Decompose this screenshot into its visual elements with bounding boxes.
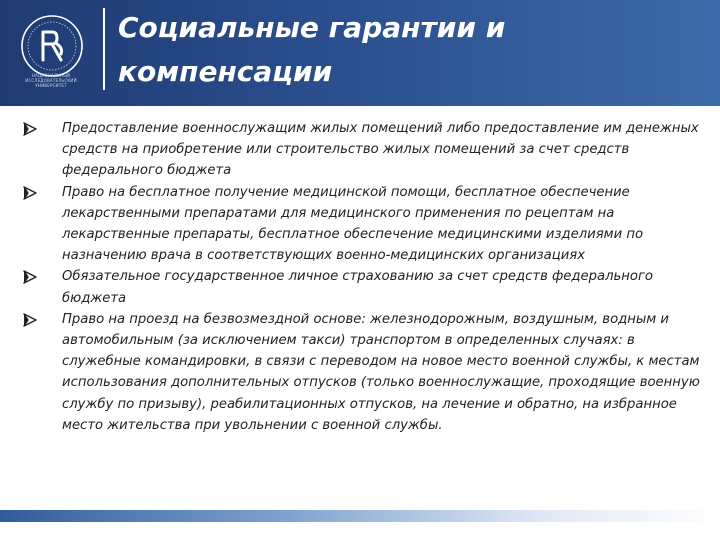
bullet-text: Право на бесплатное получение медицинской помощи, бесплатное обеспечение лекарственными препаратами для медицинского применения по рецептам на лекарственные препараты, бесплатное обеспечение медицинскими изделиями по назначению врача в соответствующих военно-медицинских организациях [62, 184, 644, 264]
bullet-text: Право на проезд на безвозмездной основе: железнодорожным, воздушным, водным и автомобильным (за исключением такси) транспортом в определенных случаях: в служебные командировки, в связи с переводом на новое место военной службы, к местам использования дополнительных отпусков (только военнослужащие, проходящие военную службу по призыву), реабилитационных отпусков, на лечение и обратно, на избранное место жительства при увольнении с военной службы. [62, 311, 700, 433]
list-item [22, 182, 708, 267]
arrow-triangle-bullet-icon [22, 312, 38, 328]
list-item [22, 266, 708, 308]
header-bar [0, 0, 720, 106]
list-item [22, 118, 708, 182]
arrow-triangle-bullet-icon [22, 185, 38, 201]
footer-bar [0, 510, 720, 522]
arrow-triangle-bullet-icon [22, 269, 38, 285]
header-divider [103, 8, 105, 90]
logo-caption: НАЦИОНАЛЬНЫЙ ИССЛЕДОВАТЕЛЬСКИЙ УНИВЕРСИТЕТ [25, 73, 77, 88]
bullet-text: Обязательное государственное личное страхованию за счет средств федерального бюджета [62, 269, 653, 306]
list-item [22, 309, 708, 436]
page-title: Социальные гарантии и компенсации [118, 11, 506, 88]
arrow-triangle-bullet-icon [22, 121, 38, 137]
bullet-list [22, 118, 708, 436]
bullet-text: Предоставление военнослужащим жилых помещений либо предоставление им денежных средств на приобретение или строительство жилых помещений за счет средств федерального бюджета [62, 121, 699, 179]
